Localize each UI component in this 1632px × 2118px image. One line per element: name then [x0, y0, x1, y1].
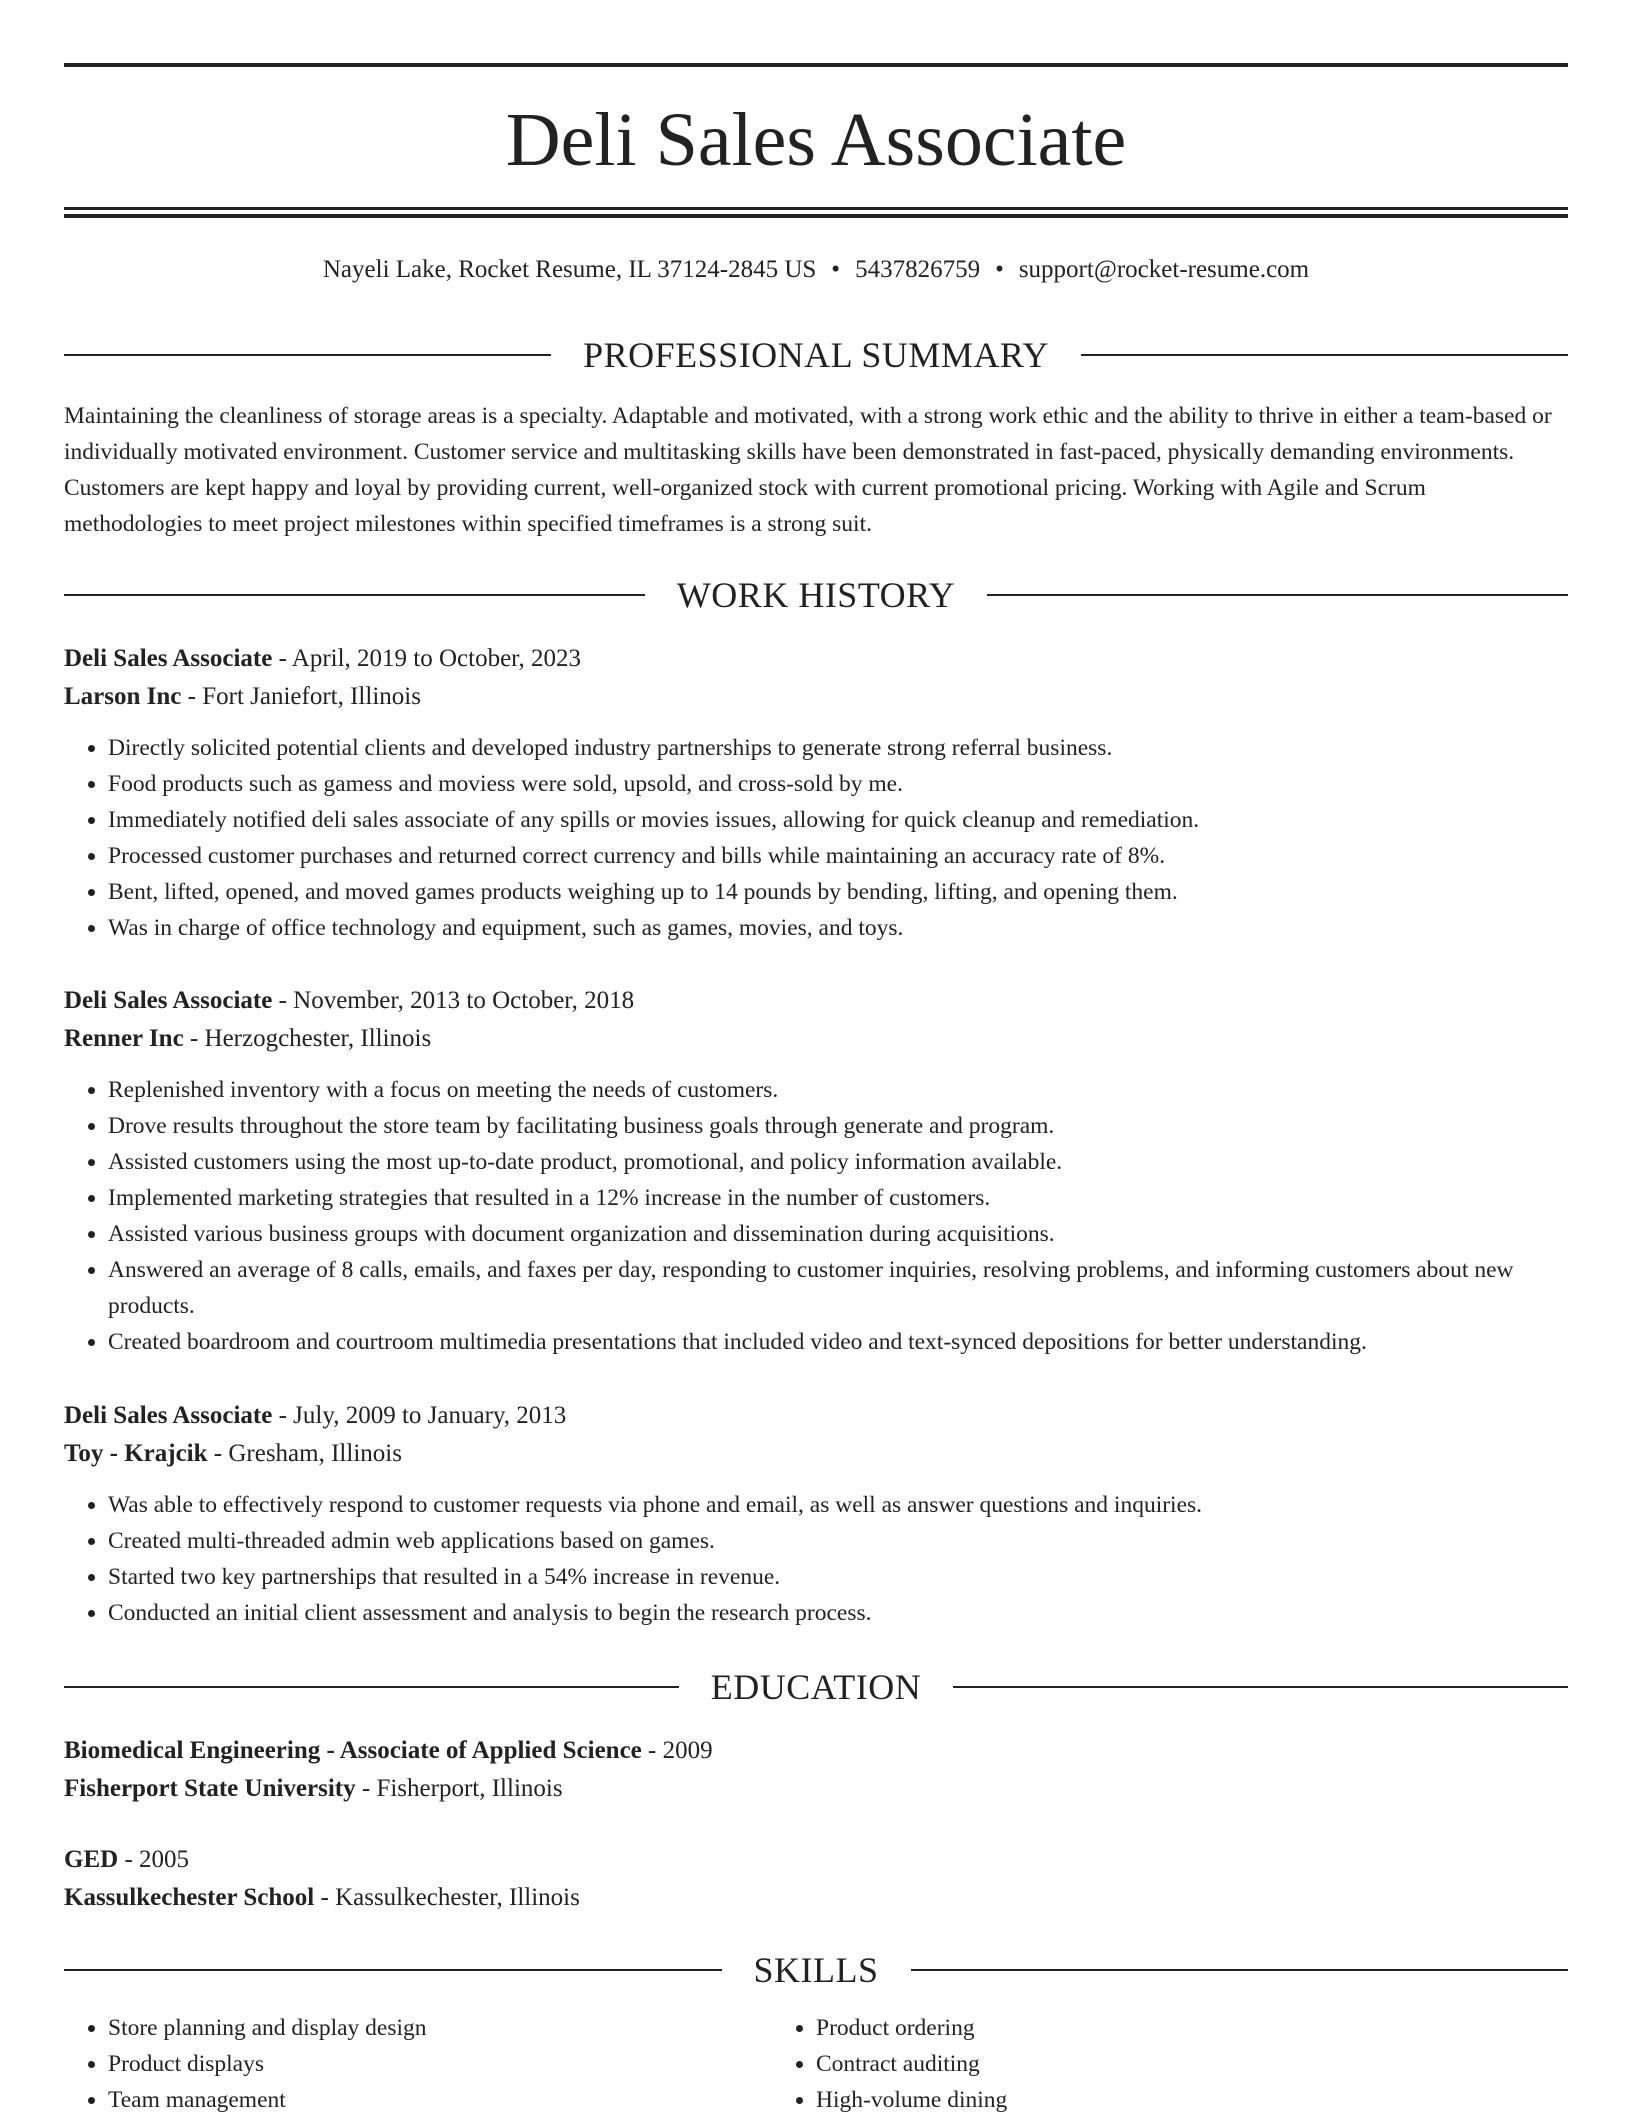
list-item: • High-volume dining	[816, 2082, 1480, 2118]
section-title: WORK HISTORY	[676, 575, 956, 615]
list-item: • Food products such as gamess and moviess were sold, upsold, and cross-sold by me.	[108, 766, 1568, 802]
divider	[911, 1969, 1569, 1971]
list-item: • Was in charge of office technology and equipment, such as games, movies, and toys.	[108, 910, 1568, 946]
list-item: • Store planning and display design	[108, 2010, 772, 2046]
list-item: • Created boardroom and courtroom multimedia presentations that included video and text-synced depositions for better understanding.	[108, 1324, 1568, 1360]
job-bullets	[64, 1487, 1568, 1631]
list-item: • Assisted customers using the most up-to-date product, promotional, and policy information available.	[108, 1144, 1568, 1180]
list-item: • Answered an average of 8 calls, emails, and faxes per day, responding to customer inquiries, resolving problems, and informing customers about new products.	[108, 1252, 1568, 1324]
list-item: • Created multi-threaded admin web applications based on games.	[108, 1523, 1568, 1559]
list-item: • Assisted various business groups with document organization and dissemination during acquisitions.	[108, 1216, 1568, 1252]
education-school: Kassulkechester School	[64, 1884, 315, 1911]
section-heading-work-history	[64, 570, 1568, 620]
education-school: Fisherport State University	[64, 1775, 356, 1802]
job-dates: - July, 2009 to January, 2013	[272, 1402, 567, 1429]
list-item: • Conducted an initial client assessment and analysis to begin the research process.	[108, 1595, 1568, 1631]
skills-list	[64, 2010, 1568, 2118]
list-item: • Drove results throughout the store team by facilitating business goals through generate and program.	[108, 1108, 1568, 1144]
header-top-rule	[64, 63, 1568, 67]
contact-line	[64, 252, 1568, 288]
list-item: • Product ordering	[816, 2010, 1480, 2046]
list-item: • Processed customer purchases and returned correct currency and bills while maintaining an accuracy rate of 8%.	[108, 838, 1568, 874]
contact-phone: 5437826759	[855, 256, 981, 283]
list-item: • Directly solicited potential clients and developed industry partnerships to generate strong referral business.	[108, 730, 1568, 766]
job-title: Deli Sales Associate	[64, 645, 273, 672]
resume-title: Deli Sales Associate	[505, 98, 1127, 182]
divider	[987, 594, 1568, 596]
job-dates: - November, 2013 to October, 2018	[272, 987, 635, 1014]
contact-separator: •	[995, 256, 1004, 283]
education-entry	[64, 1841, 1568, 1917]
contact-separator: •	[831, 256, 841, 283]
list-item: • Bent, lifted, opened, and moved games products weighing up to 14 pounds by bending, lifting, and opening them.	[108, 874, 1568, 910]
education-year: - 2009	[641, 1737, 713, 1764]
header-double-rule	[64, 207, 1568, 218]
job-company: Larson Inc	[64, 683, 182, 710]
divider	[1081, 354, 1568, 356]
education-year: - 2005	[118, 1846, 190, 1873]
job-company: Renner Inc	[64, 1025, 184, 1052]
skills-column-left	[64, 2010, 772, 2118]
list-item: • Started two key partnerships that resulted in a 54% increase in revenue.	[108, 1559, 1568, 1595]
job-entry	[64, 982, 1568, 1360]
job-entry	[64, 640, 1568, 946]
contact-address: Nayeli Lake, Rocket Resume, IL 37124-2845 US	[322, 256, 817, 283]
job-bullets	[64, 730, 1568, 946]
list-item: • Product displays	[108, 2046, 772, 2082]
skills-column-right	[772, 2010, 1480, 2118]
section-heading-education	[64, 1662, 1568, 1712]
section-heading-summary	[64, 330, 1568, 380]
section-title: EDUCATION	[710, 1667, 922, 1707]
section-heading-skills	[64, 1945, 1568, 1995]
job-location: - Herzogchester, Illinois	[183, 1025, 432, 1052]
job-entry	[64, 1397, 1568, 1631]
job-title: Deli Sales Associate	[64, 1402, 273, 1429]
divider	[953, 1686, 1568, 1688]
list-item: • Implemented marketing strategies that resulted in a 12% increase in the number of customers.	[108, 1180, 1568, 1216]
contact-email: support@rocket-resume.com	[1018, 256, 1310, 283]
list-item: • Contract auditing	[816, 2046, 1480, 2082]
job-title: Deli Sales Associate	[64, 987, 273, 1014]
education-entry	[64, 1732, 1568, 1808]
list-item: • Team management	[108, 2082, 772, 2118]
divider	[64, 1686, 679, 1688]
education-degree: Biomedical Engineering - Associate of Applied Science	[64, 1737, 642, 1764]
divider	[64, 594, 645, 596]
section-title: PROFESSIONAL SUMMARY	[583, 335, 1049, 375]
job-company: Toy - Krajcik	[64, 1440, 208, 1467]
job-dates: - April, 2019 to October, 2023	[272, 645, 582, 672]
job-bullets	[64, 1072, 1568, 1360]
list-item: • Immediately notified deli sales associate of any spills or movies issues, allowing for quick cleanup and remediation.	[108, 802, 1568, 838]
divider	[64, 1969, 722, 1971]
summary-text: Maintaining the cleanliness of storage areas is a specialty. Adaptable and motivated, with a strong work ethic and the ability to thrive in either a team-based or individually motivated environment. Customer service and multitasking skills have been demonstrated in fast-paced, physically demanding environments. Customers are kept happy and loyal by providing current, well-organized stock with current promotional pricing. Working with Agile and Scrum methodologies to meet project milestones within specified timeframes is a strong suit.	[64, 403, 1552, 537]
section-title: SKILLS	[753, 1950, 879, 1990]
education-location: - Fisherport, Illinois	[355, 1775, 563, 1802]
list-item: • Replenished inventory with a focus on meeting the needs of customers.	[108, 1072, 1568, 1108]
divider	[64, 354, 551, 356]
list-item: • Was able to effectively respond to customer requests via phone and email, as well as answer questions and inquiries.	[108, 1487, 1568, 1523]
education-location: - Kassulkechester, Illinois	[314, 1884, 580, 1911]
job-location: - Gresham, Illinois	[207, 1440, 402, 1467]
resume-page	[64, 0, 1568, 2112]
education-degree: GED	[64, 1846, 119, 1873]
job-location: - Fort Janiefort, Illinois	[181, 683, 421, 710]
